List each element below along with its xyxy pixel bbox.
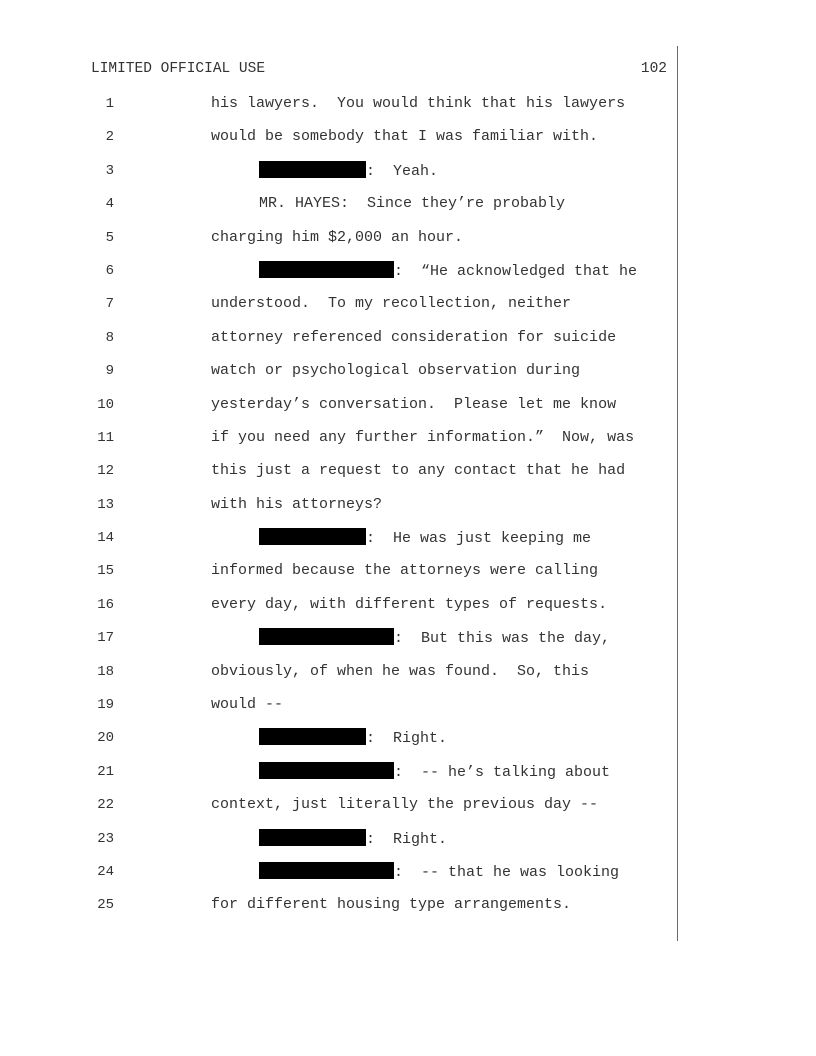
- line-number: 17: [97, 630, 114, 647]
- transcript-line: [0, 762, 816, 795]
- line-text: his lawyers. You would think that his lawyers: [211, 95, 626, 112]
- line-text: understood. To my recollection, neither: [211, 295, 572, 313]
- transcript-line: [0, 895, 816, 928]
- line-text: : Yeah.: [366, 162, 439, 180]
- line-number: 12: [97, 463, 114, 480]
- line-text-container: [211, 361, 580, 381]
- line-text-container: [211, 294, 571, 314]
- line-text: watch or psychological observation during: [211, 362, 581, 380]
- line-number: 10: [97, 396, 114, 413]
- line-number: 19: [97, 697, 114, 714]
- line-text: MR. HAYES: Since they’re probably: [259, 195, 566, 213]
- line-text: : He was just keeping me: [366, 530, 592, 548]
- line-text: : But this was the day,: [394, 630, 611, 648]
- line-text-container: [259, 728, 447, 749]
- line-text-container: [259, 862, 619, 883]
- redaction-block: [259, 829, 366, 846]
- line-text-container: [211, 228, 463, 248]
- redaction-block: [259, 762, 394, 779]
- line-text: obviously, of when he was found. So, this: [211, 662, 590, 680]
- line-number: 1: [105, 96, 114, 112]
- line-text-container: [259, 628, 610, 649]
- redaction-block: [259, 161, 366, 178]
- transcript-line: [0, 495, 816, 528]
- line-text-container: [259, 261, 637, 282]
- line-text: informed because the attorneys were calling: [211, 562, 599, 580]
- transcript-line: [0, 127, 816, 160]
- line-text-container: [211, 395, 616, 415]
- line-text-container: [211, 428, 634, 448]
- line-text-container: [211, 895, 571, 915]
- transcript-line: [0, 695, 816, 728]
- line-number: 7: [105, 296, 114, 313]
- line-text-container: [259, 194, 565, 214]
- line-number: 23: [97, 830, 114, 847]
- transcript-lines: [0, 94, 816, 929]
- page-number: 102: [640, 61, 667, 77]
- line-text: charging him $2,000 an hour.: [211, 228, 464, 246]
- transcript-line: [0, 628, 816, 661]
- transcript-line: [0, 94, 816, 127]
- line-text-container: [211, 662, 589, 682]
- transcript-line: [0, 395, 816, 428]
- transcript-line: [0, 194, 816, 227]
- line-text-container: [259, 829, 447, 850]
- line-text: attorney referenced consideration for suicide: [211, 328, 617, 346]
- line-text-container: [211, 127, 598, 147]
- transcript-line: [0, 294, 816, 327]
- line-text: every day, with different types of requests.: [211, 595, 608, 613]
- line-text: : Right.: [366, 830, 448, 848]
- line-text: : “He acknowledged that he: [394, 262, 638, 280]
- line-text-container: [259, 528, 591, 549]
- line-text: would --: [211, 696, 284, 714]
- line-number: 24: [97, 863, 114, 880]
- line-number: 2: [105, 129, 114, 146]
- line-text-container: [211, 495, 382, 515]
- line-text-container: [259, 762, 610, 783]
- transcript-line: [0, 829, 816, 862]
- line-text: would be somebody that I was familiar with.: [211, 128, 599, 146]
- line-text-container: [211, 328, 616, 348]
- line-number: 21: [97, 763, 114, 780]
- line-text-container: [259, 161, 438, 182]
- line-text-container: [211, 561, 598, 581]
- line-number: 14: [97, 530, 114, 547]
- line-text-container: [211, 695, 283, 715]
- redaction-block: [259, 728, 366, 745]
- line-number: 18: [97, 663, 114, 680]
- transcript-line: [0, 662, 816, 695]
- line-number: 22: [97, 797, 114, 814]
- transcript-line: [0, 862, 816, 895]
- transcript-line: [0, 561, 816, 594]
- transcript-line: [0, 228, 816, 261]
- line-number: 5: [105, 229, 114, 246]
- line-text: this just a request to any contact that he had: [211, 462, 626, 480]
- transcript-line: [0, 361, 816, 394]
- transcript-line: [0, 528, 816, 561]
- classification-marking: LIMITED OFFICIAL USE: [91, 61, 266, 77]
- line-text: with his attorneys?: [211, 495, 383, 513]
- line-number: 11: [97, 429, 114, 446]
- line-text-container: [211, 94, 625, 114]
- line-number: 6: [105, 262, 114, 279]
- line-number: 8: [105, 329, 114, 346]
- transcript-line: [0, 461, 816, 494]
- line-text: context, just literally the previous day --: [211, 796, 599, 814]
- line-text: yesterday’s conversation. Please let me know: [211, 395, 617, 413]
- line-number: 9: [105, 363, 114, 380]
- line-text-container: [211, 795, 598, 815]
- line-text: : Right.: [366, 730, 448, 748]
- transcript-line: [0, 328, 816, 361]
- line-text-container: [211, 595, 607, 615]
- redaction-block: [259, 528, 366, 545]
- page-header: [91, 61, 667, 81]
- line-number: 15: [97, 563, 114, 580]
- transcript-line: [0, 428, 816, 461]
- redaction-block: [259, 862, 394, 879]
- line-text: for different housing type arrangements.: [211, 896, 572, 914]
- transcript-line: [0, 261, 816, 294]
- line-number: 3: [105, 162, 114, 179]
- transcript-line: [0, 795, 816, 828]
- transcript-line: [0, 595, 816, 628]
- redaction-block: [259, 628, 394, 645]
- line-text: : -- that he was looking: [394, 863, 620, 881]
- transcript-line: [0, 728, 816, 761]
- line-number: 25: [97, 897, 114, 914]
- line-number: 4: [105, 196, 114, 213]
- line-text: if you need any further information.” Now, was: [211, 428, 635, 446]
- transcript-line: [0, 161, 816, 194]
- line-number: 20: [97, 730, 114, 747]
- line-text-container: [211, 461, 625, 481]
- line-text: : -- he’s talking about: [394, 763, 611, 781]
- line-number: 16: [97, 596, 114, 613]
- redaction-block: [259, 261, 394, 278]
- line-number: 13: [97, 496, 114, 513]
